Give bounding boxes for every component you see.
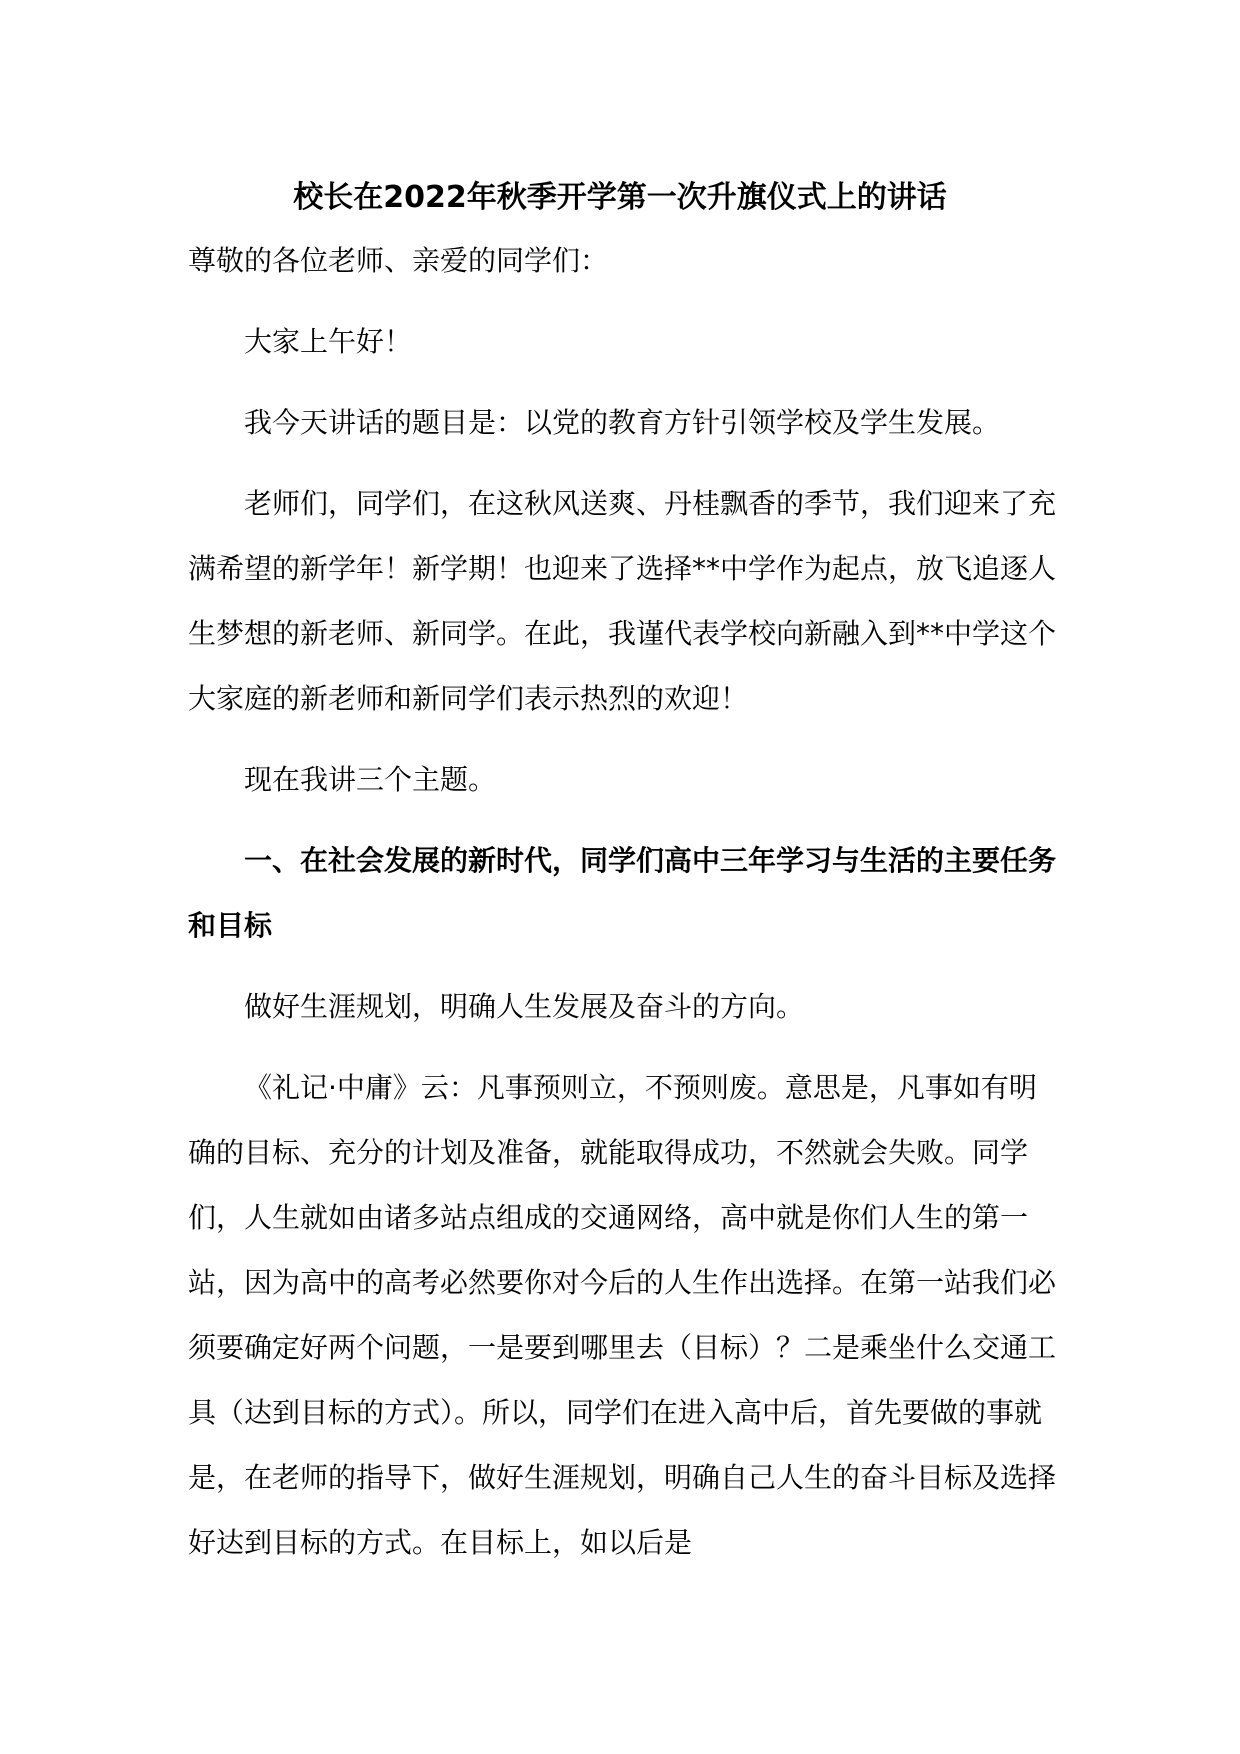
themes-intro-paragraph: 现在我讲三个主题。	[244, 763, 497, 796]
section-heading: 一、在社会发展的新时代，同学们高中三年学习与生活的主要任务和目标	[188, 844, 1057, 942]
topic-paragraph: 我今天讲话的题目是：以党的教育方针引领学校及学生发展。	[244, 406, 1001, 439]
salutation-paragraph: 尊敬的各位老师、亲爱的同学们：	[188, 244, 609, 277]
document-body	[188, 228, 1060, 1591]
welcome-paragraph: 老师们，同学们，在这秋风送爽、丹桂飘香的季节，我们迎来了充满希望的新学年！新学期！也迎来了选择**中学作为起点，放飞追逐人生梦想的新老师、新同学。在此，我谨代表学校向新融入到**中学这个大家庭的新老师和新同学们表示热烈的欢迎！	[188, 487, 1057, 715]
section-point-paragraph: 做好生涯规划，明确人生发展及奋斗的方向。	[244, 990, 805, 1023]
page-title: 校长在2022年秋季开学第一次升旗仪式上的讲话	[293, 180, 947, 215]
section-body-paragraph: 《礼记·中庸》云：凡事预则立，不预则废。意思是，凡事如有明确的目标、充分的计划及准备，就能取得成功，不然就会失败。同学们，人生就如由诸多站点组成的交通网络，高中就是你们人生的第一站，因为高中的高考必然要你对今后的人生作出选择。在第一站我们必须要确定好两个问题，一是要到哪里去（目标）？二是乘坐什么交通工具（达到目标的方式）。所以，同学们在进入高中后，首先要做的事就是，在老师的指导下，做好生涯规划，明确自己人生的奋斗目标及选择好达到目标的方式。在目标上，如以后是	[188, 1071, 1057, 1559]
greeting-paragraph: 大家上午好！	[244, 325, 413, 358]
